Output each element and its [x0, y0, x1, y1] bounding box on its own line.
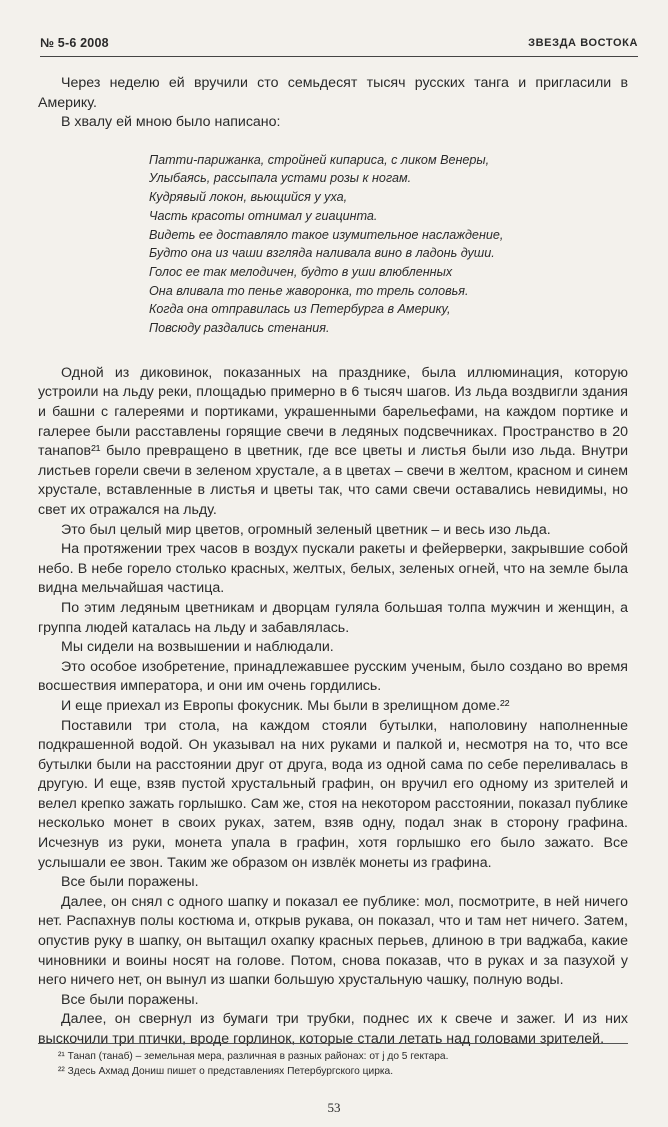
poem — [149, 151, 628, 338]
poem-line: Улыбаясь, рассыпала устами розы к ногам. — [149, 171, 412, 186]
poem-line: Голос ее так мелодичен, будто в уши влюбленных — [149, 265, 453, 279]
journal-title: ЗВЕЗДА ВОСТОКА — [528, 37, 638, 49]
paragraph: И еще приехал из Европы фокусник. Мы были в зрелищном доме.²² — [61, 697, 510, 714]
poem-line: Она вливала то пенье жаворонка, то трель соловья. — [149, 283, 469, 298]
paragraph: Все были поражены. — [61, 991, 199, 1008]
paragraph: Это особое изобретение, принадлежавшее русским ученым, было создано во время восшествия императора, и они им очень гордились. — [38, 658, 628, 695]
paragraph: Мы сидели на возвышении и наблюдали. — [61, 639, 334, 656]
paragraph: Через неделю ей вручили сто семьдесят тысяч русских танга и пригласили в Америку. — [38, 75, 628, 111]
poem-line: Видеть ее доставляло такое изумительное наслаждение, — [149, 227, 504, 242]
paragraph: Далее, он свернул из бумаги три трубки, поднес их к свече и зажег. И из них выскочили три птички, вроде горлинок, которые стали летать над головами зрителей. — [38, 1011, 628, 1047]
poem-line: Когда она отправилась из Петербурга в Америку, — [149, 302, 451, 317]
paragraph: Далее, он снял с одного шапку и показал ее публике: мол, посмотрите, в ней ничего нет. Распахнув полы костюма и, открыв рукава, он показал, что и там нет ничего. Затем, опустив руку в шапку, он вытащил охапку красных перьев, длиною в три ваджаба, какие чиновники и воины носят на голове. Потом, снова показав, что в руках и за пазухой у него ничего нет, он вынул из шапки большую хрустальную чашку, полную воды. — [38, 893, 628, 989]
page-number: 53 — [327, 1100, 341, 1115]
poem-line: Кудрявый локон, вьющийся у уха, — [149, 190, 348, 205]
paragraph: Это был целый мир цветов, огромный зеленый цветник – и весь изо льда. — [61, 521, 551, 538]
issue-number: № 5-6 2008 — [40, 36, 109, 50]
footnotes — [38, 1043, 628, 1079]
poem-line: Патти-парижанка, стройней кипариса, с ликом Венеры, — [149, 152, 490, 167]
paragraph: На протяжении трех часов в воздух пускали ракеты и фейерверки, закрывшие собой небо. В небе горело столько красных, желтых, белых, зеленых огней, что на земле была видна мельчайшая частица. — [38, 541, 628, 597]
poem-line: Будто она из чаши взгляда наливала вино в ладонь души. — [149, 246, 495, 261]
article-body — [38, 74, 628, 1050]
paragraph: Поставили три стола, на каждом стояли бутылки, наполовину наполненные подкрашенной водой. Он указывал на них руками и палкой и, несмотря на то, что все бутылки были на расстоянии друг от друга, вода из одной сама по себе переливалась в другую. И еще, взяв пустой хрустальный графин, он вручил его одному из зрителей и велел крепко зажать горлышко. Сам же, стоя на некотором расстоянии, показал публике несколько монет в своих руках, затем, взяв одну, подал знак в сторону графина. Исчезнув из руки, монета упала в графин, хотя горлышко его было зажато. Все услышали ее звон. Таким же образом он извлёк монеты из графина. — [38, 717, 628, 871]
paragraph: По этим ледяным цветникам и дворцам гуляла большая толпа мужчин и женщин, а группа людей каталась на льду и забавлялась. — [38, 599, 628, 636]
footnote: ²² Здесь Ахмад Дониш пишет о представлениях Петербургского цирка. — [58, 1065, 394, 1077]
poem-line: Повсюду раздались стенания. — [149, 321, 330, 336]
running-header — [40, 36, 638, 57]
paragraph: Одной из диковинок, показанных на празднике, была иллюминация, которую устроили на льду реки, площадью примерно в 6 тысяч шагов. Из льда воздвигли здания и башни с галереями и портиками, украшенными барельефами, на каждом портике и галерее были расставлены горящие свечи в ледяных подсвечниках. Пространство в 20 танапов²¹ было превращено в цветник, где все цветы и листья были изо льда. Внутри листьев горели свечи в зеленом хрустале, а в цветах – свечи в желтом, красном и синем хрустале, вставленные в листья и цветы так, что сами свечи оставались невидимы, но свет их отражался на льду. — [38, 364, 628, 518]
paragraph: Все были поражены. — [61, 874, 199, 891]
footnote: ²¹ Танап (танаб) – земельная мера, различная в разных районах: от ј до 5 гектара. — [58, 1051, 449, 1062]
paragraph: В хвалу ей мною было написано: — [61, 114, 281, 131]
poem-line: Часть красоты отнимал у гиацинта. — [149, 208, 378, 223]
